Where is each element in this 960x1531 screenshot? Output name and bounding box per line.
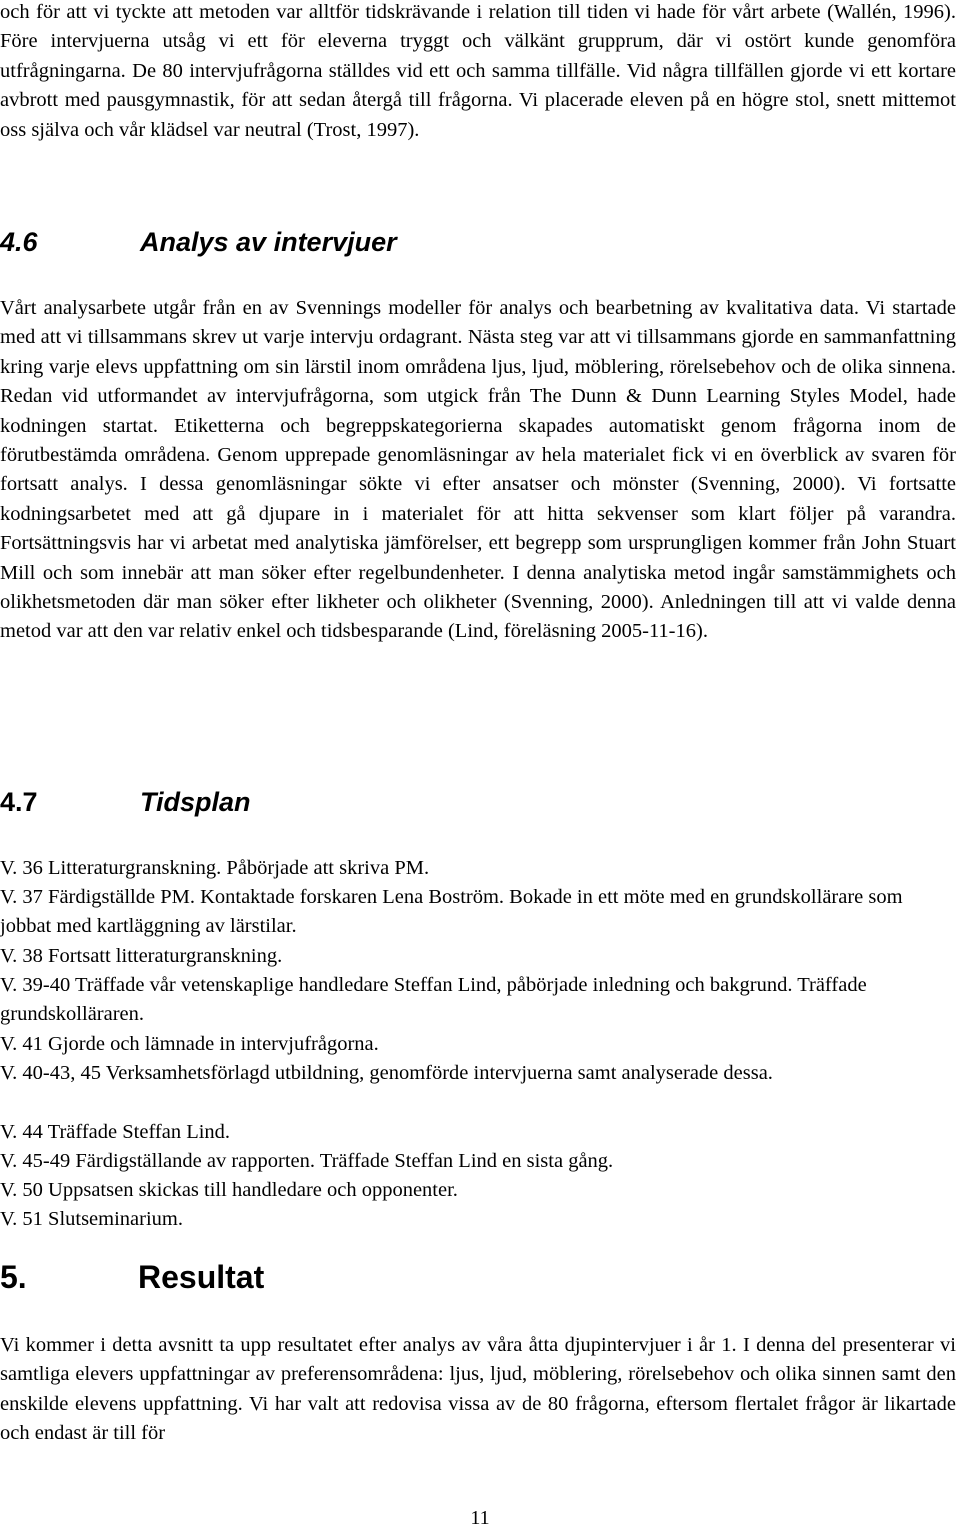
page-number: 11 bbox=[470, 1507, 490, 1529]
intro-paragraph: och för att vi tyckte att metoden var alltför tidskrävande i relation till tiden vi hade för vårt arbete (Wallén, 1996). Före intervjuerna utsåg vi ett för eleverna tryggt och välkänt grupprum, där vi ostört kunde genomföra utfrågningarna. De 80 intervjufrågorna ställdes vid ett och samma tillfälle. Vid några tillfällen gjorde vi ett kortare avbrott med pausgymnastik, för att sedan återgå till frågorna. Vi placerade eleven på en högre stol, snett mittemot oss själva och vår klädsel var neutral (Trost, 1997). bbox=[0, 1, 956, 141]
schedule-item: V. 45-49 Färdigställande av rapporten. Träffade Steffan Lind en sista gång. bbox=[0, 1150, 614, 1172]
schedule-item: V. 36 Litteraturgranskning. Påbörjade att skriva PM. bbox=[0, 857, 430, 879]
section-heading-4-7 bbox=[0, 785, 251, 819]
section-number: 4.7 bbox=[0, 787, 38, 817]
schedule-item: V. 41 Gjorde och lämnade in intervjufrågorna. bbox=[0, 1033, 379, 1055]
schedule-item: V. 40-43, 45 Verksamhetsförlagd utbildning, genomförde intervjuerna samt analyserade dessa. bbox=[0, 1062, 773, 1084]
schedule-item: V. 50 Uppsatsen skickas till handledare och opponenter. bbox=[0, 1179, 458, 1201]
analysis-paragraph: Vårt analysarbete utgår från en av Svennings modeller för analys och bearbetning av kvalitativa data. Vi startade med att vi tillsammans skrev ut varje intervju ordagrant. Nästa steg var att vi tillsammans gjorde en sammanfattning kring varje elevs uppfattning om sin lärstil inom områdena ljus, ljud, möblering, rörelsebehov och de olika sinnena. Redan vid utformandet av intervjufrågorna, som utgick från The Dunn & Dunn Learning Styles Model, hade kodningen startat. Etiketterna och begreppskategorierna skapades automatiskt genom frågorna inom de förutbestämda områdena. Genom upprepade genomläsningar av hela materialet fick vi en överblick av svaren för fortsatt analys. I dessa genomläsningar sökte vi efter ansatser och mönster (Svenning, 2000). Vi fortsatte kodningsarbetet med att gå djupare in i materialet för att hitta sekvenser som klart följer på varandra. Fortsättningsvis har vi arbetat med analytiska jämförelser, ett begrepp som ursprungligen kommer från John Stuart Mill och som innebär att man söker efter regelbundenheter. I denna analytiska metod ingår samstämmighets och olikhetsmetoden där man söker efter likheter och olikheter (Svenning, 2000). Anledningen till att vi valde denna metod var att den var relativ enkel och tidsbesparande (Lind, föreläsning 2005-11-16). bbox=[0, 297, 956, 643]
schedule-item: V. 39-40 Träffade vår vetenskaplige handledare Steffan Lind, påbörjade inledning och bakgrund. Träffade grundskolläraren. bbox=[0, 974, 867, 1026]
section-title: Tidsplan bbox=[140, 787, 251, 817]
section-heading-5 bbox=[0, 1260, 264, 1294]
section-title: Resultat bbox=[138, 1259, 265, 1295]
schedule-item: V. 37 Färdigställde PM. Kontaktade forskaren Lena Boström. Bokade in ett möte med en grundskollärare som jobbat med kartläggning av lärstilar. bbox=[0, 886, 903, 938]
section-heading-4-6 bbox=[0, 225, 397, 259]
schedule-item: V. 38 Fortsatt litteraturgranskning. bbox=[0, 945, 283, 967]
schedule-item: V. 44 Träffade Steffan Lind. bbox=[0, 1121, 231, 1143]
results-paragraph: Vi kommer i detta avsnitt ta upp resultatet efter analys av våra åtta djupintervjuer i år 1. I denna del presenterar vi samtliga elevers uppfattningar av preferensområdena: ljus, ljud, möblering, rörelsebehov och olika sinnen samt den enskilde elevens uppfattning. Vi har valt att redovisa vissa av de 80 frågorna, eftersom flertalet frågor är likartade och endast är till för bbox=[0, 1334, 956, 1445]
schedule-item: V. 51 Slutseminarium. bbox=[0, 1208, 183, 1230]
section-number: 4.6 bbox=[0, 227, 38, 257]
section-title: Analys av intervjuer bbox=[140, 227, 397, 257]
section-number: 5. bbox=[0, 1259, 27, 1295]
